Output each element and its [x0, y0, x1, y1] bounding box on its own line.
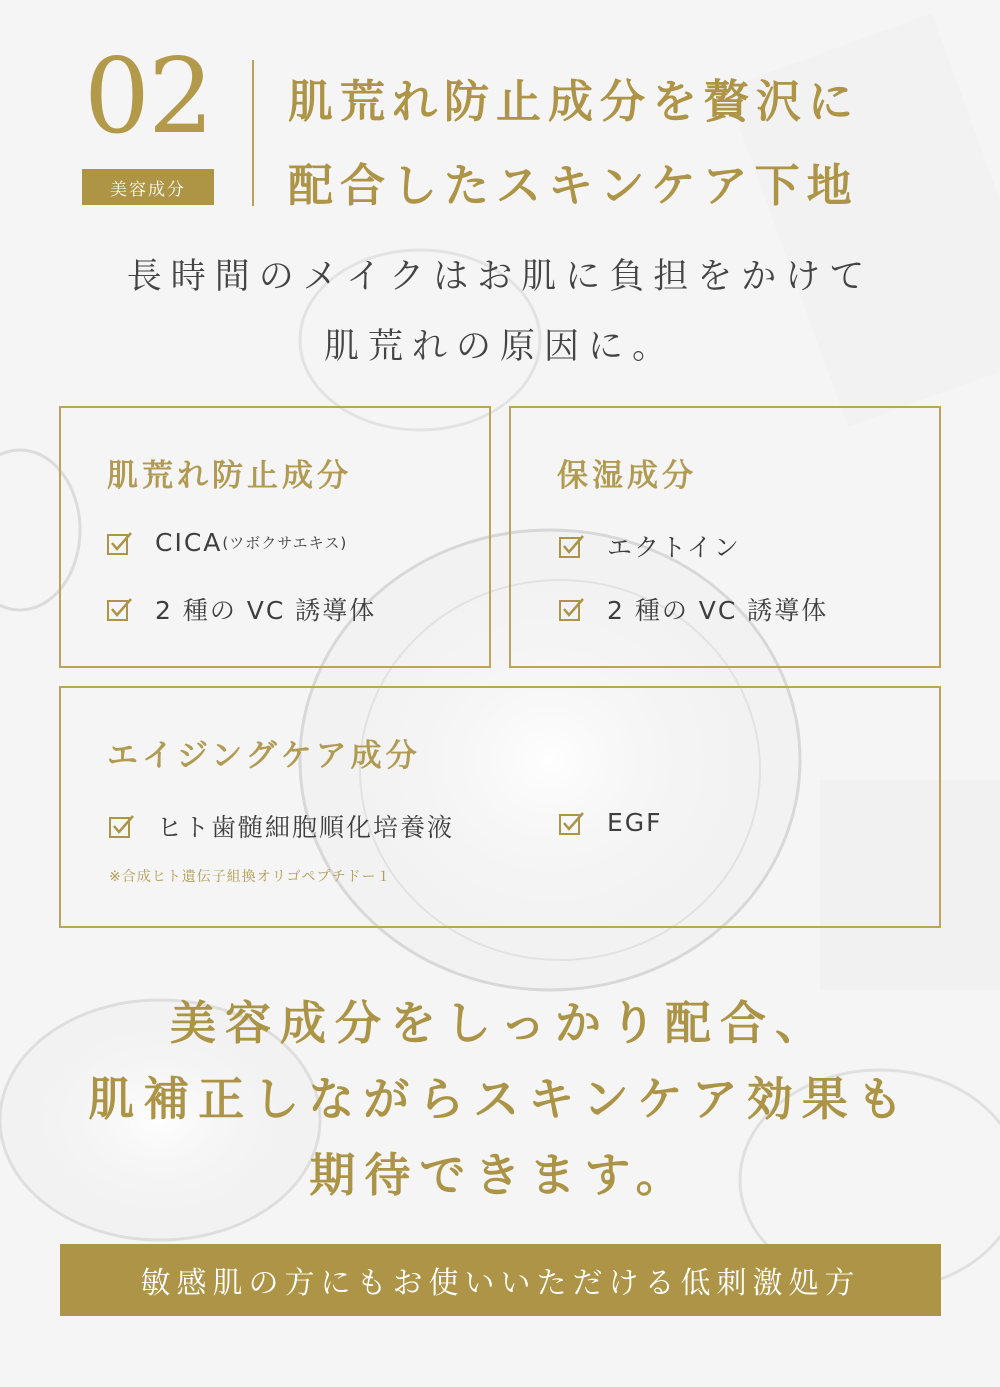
list-item [107, 591, 376, 627]
footnote: ※合成ヒト遺伝子組換オリゴペプチドー１ [109, 869, 392, 885]
item-text: CICA [155, 528, 223, 557]
headline-line-2: 配合したスキンケア下地 [288, 159, 859, 212]
list-item [107, 528, 347, 557]
item-text: EGF [607, 808, 663, 837]
box-title: 肌荒れ防止成分 [107, 458, 352, 494]
closing-line-1: 美容成分をしっかり配合、 [170, 996, 830, 1050]
item-text: ヒト歯髄細胞順化培養液 [157, 813, 455, 842]
closing-line-2: 肌補正しながらスキンケア効果も [88, 1072, 912, 1126]
item-text: 2 種の VC 誘導体 [607, 596, 829, 625]
checkbox-checked-icon [559, 811, 585, 835]
footer-banner [60, 1244, 941, 1316]
box-title: 保湿成分 [557, 458, 697, 494]
checkbox-checked-icon [109, 814, 135, 838]
list-item [559, 591, 828, 627]
checkbox-checked-icon [107, 531, 133, 555]
closing-line-3: 期待できます。 [309, 1148, 691, 1202]
item-text: 2 種の VC 誘導体 [155, 596, 377, 625]
headline-line-1: 肌荒れ防止成分を贅沢に [288, 75, 861, 128]
list-item [559, 528, 741, 564]
intro-text [0, 242, 1000, 382]
divider-line [252, 60, 254, 206]
aging-care-ingredients-box [59, 686, 941, 928]
headline [288, 60, 968, 228]
section-label-badge: 美容成分 [82, 169, 214, 205]
item-subtext: (ツボクサエキス) [222, 534, 348, 552]
intro-line-1: 長時間のメイクはお肌に負担をかけて [126, 257, 874, 297]
checkbox-checked-icon [107, 597, 133, 621]
intro-line-2: 肌荒れの原因に。 [323, 327, 676, 367]
list-item [559, 808, 663, 837]
checkbox-checked-icon [559, 597, 585, 621]
list-item [109, 808, 454, 844]
section-number: 02 [83, 35, 213, 157]
rough-skin-ingredients-box [59, 406, 491, 668]
checkbox-checked-icon [559, 534, 585, 558]
box-title: エイジングケア成分 [107, 738, 421, 774]
footer-text: 敏感肌の方にもお使いいただける低刺激処方 [140, 1266, 861, 1301]
closing-text [0, 985, 1000, 1213]
moisture-ingredients-box [509, 406, 941, 668]
item-text: エクトイン [607, 533, 741, 562]
